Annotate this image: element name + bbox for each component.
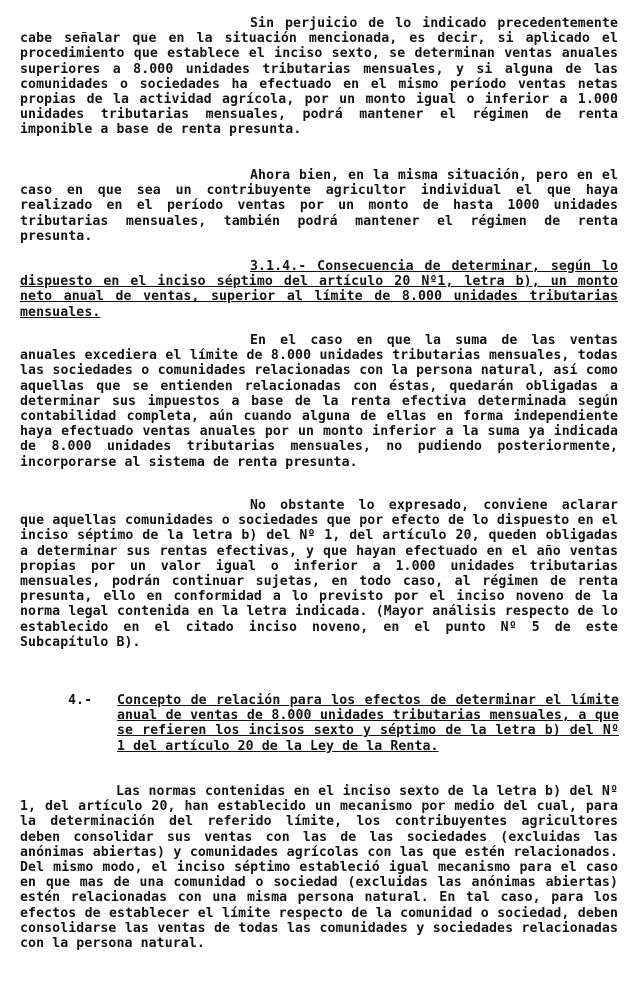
paragraph-text: Las normas contenidas en el inciso sexto de la letra b) del Nº 1, del artículo 20, han establecido un mecanismo por medio del cual, para la determinación del referido límite, los contribuyentes agricultores deben consolidar sus ventas con las de las sociedades (excluidas las anónimas abiertas) y comunidades agrícolas con las que estén relacionados. Del mismo modo, el inciso séptimo estableció igual mecanismo para el caso en que mas de una comunidad o sociedad (excluidas las anónimas abiertas) estén relacionadas con una misma persona natural. En tal caso, para los efectos de establecer el límite respecto de la comunidad o sociedad, deben consolidarse las ventas de todas las comunidades y sociedades relacionadas con la persona natural. <box>20 784 618 952</box>
paragraph-3 <box>20 333 618 470</box>
paragraph-text: En el caso en que la suma de las ventas anuales excediera el límite de 8.000 unidades tributarias mensuales, todas las sociedades o comunidades relacionadas con la persona natural, así como aquellas que se entienden relacionadas con éstas, quedarán obligadas a determinar sus impuestos a base de la renta efectiva determinada según contabilidad completa, aún cuando alguna de ellas en forma independiente haya efectuado ventas anuales por un monto inferior a la suma ya indicada de 8.000 unidades tributarias mensuales, no pudiendo posteriormente, incorporarse al sistema de renta presunta. <box>20 333 618 470</box>
paragraph-text: No obstante lo expresado, conviene aclarar que aquellas comunidades o sociedades que por efecto de lo dispuesto en el inciso séptimo de la letra b) del Nº 1, del artículo 20, queden obligadas a determinar sus rentas efectivas, y que hayan efectuado en el año ventas propias por un valor igual o inferior a 1.000 unidades tributarias mensuales, podrán continuar sujetas, en todo caso, al régimen de renta presunta, ello en conformidad a lo previsto por el inciso noveno de la norma legal contenida en la letra indicada. (Mayor análisis respecto de lo establecido en el citado inciso noveno, en el punto Nº 5 de este Subcapítulo B). <box>20 498 618 650</box>
section-4-number: 4.- <box>68 693 93 708</box>
paragraph-text: Sin perjuicio de lo indicado precedentemente cabe señalar que en la situación mencionada, es decir, si aplicado el procedimiento que establece el inciso sexto, se determinan ventas anuales superiores a 8.000 unidades tributarias mensuales, y si alguna de las comunidades o sociedades ha efectuado en el mismo período ventas netas propias de la actividad agrícola, por un monto igual o inferior a 1.000 unidades tributarias mensuales, podrá mantener el régimen de renta imponible a base de renta presunta. <box>20 16 618 138</box>
section-4-title: Concepto de relación para los efectos de determinar el límite anual de ventas de 8.000 unidades tributarias mensuales, a que se refieren los incisos sexto y séptimo de la letra b) del Nº 1 del artículo 20 de la Ley de la Renta. <box>117 693 619 754</box>
paragraph-text: Ahora bien, en la misma situación, pero en el caso en que sea un contribuyente agricultor individual el que haya realizado en el período ventas por un monto de hasta 1000 unidades tributarias mensuales, también podrá mantener el régimen de renta presunta. <box>20 168 618 244</box>
subsection-3-1-4-heading <box>20 259 618 320</box>
paragraph-5 <box>20 784 618 951</box>
paragraph-1 <box>20 16 618 138</box>
paragraph-4 <box>20 498 618 650</box>
paragraph-2 <box>20 168 618 244</box>
subsection-heading-text: 3.1.4.- Consecuencia de determinar, según lo dispuesto en el inciso séptimo del artículo 20 Nº1, letra b), un monto neto anual de ventas, superior al límite de 8.000 unidades tributarias mensuales. <box>20 259 618 320</box>
